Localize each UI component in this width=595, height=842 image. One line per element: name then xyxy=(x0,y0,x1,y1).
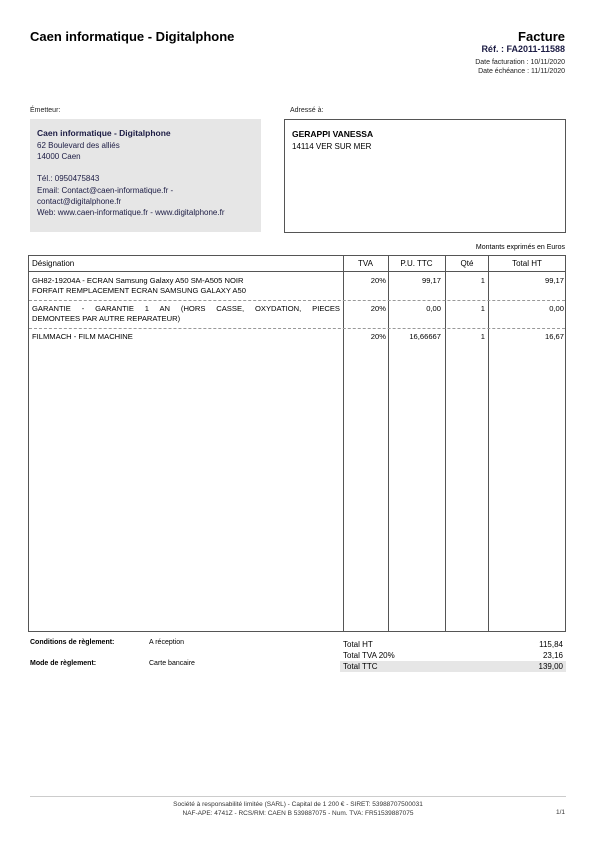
row-designation-line1: FILMMACH - FILM MACHINE xyxy=(32,332,133,341)
sender-email-line2: contact@digitalphone.fr xyxy=(37,196,122,206)
row-separator xyxy=(29,300,565,301)
recipient-label: Adressé à: xyxy=(290,107,324,114)
row-designation-line1: GARANTIE - GARANTIE 1 AN (HORS CASSE, OXYDATION, PIECES xyxy=(32,304,340,313)
sender-email-line1: Email: Contact@caen-informatique.fr - xyxy=(37,185,174,195)
footer-legal-line2: NAF-APE: 4741Z - RCS/RM: CAEN B 539887075 - Num. TVA: FR51539887075 xyxy=(182,810,414,817)
row-quantity: 1 xyxy=(480,304,485,313)
document-title: Facture xyxy=(518,29,565,44)
row-total-ht: 0,00 xyxy=(549,304,564,313)
header-quantity: Qté xyxy=(460,259,474,268)
row-separator xyxy=(29,328,565,329)
row-quantity: 1 xyxy=(480,332,485,341)
total-ttc-value: 139,00 xyxy=(538,662,563,671)
sender-web: Web: www.caen-informatique.fr - www.digitalphone.fr xyxy=(37,208,225,218)
row-designation-line2: FORFAIT REMPLACEMENT ECRAN SAMSUNG GALAXY A50 xyxy=(32,286,246,295)
total-tva-row xyxy=(340,650,566,661)
sender-spacer xyxy=(37,162,254,173)
invoice-dates xyxy=(475,58,565,76)
payment-mode-value: Carte bancaire xyxy=(149,660,195,667)
invoice-date: Date facturation : 10/11/2020 xyxy=(475,59,565,66)
footer-legal xyxy=(30,800,566,818)
total-ht-row xyxy=(340,639,566,650)
header-designation: Désignation xyxy=(32,259,75,268)
header-tva: TVA xyxy=(358,259,373,268)
row-tva: 20% xyxy=(370,304,386,313)
total-ht-label: Total HT xyxy=(343,640,373,649)
row-quantity: 1 xyxy=(480,276,485,285)
row-unit-price: 0,00 xyxy=(426,304,441,313)
total-tva-value: 23,16 xyxy=(542,651,563,660)
total-ttc-label: Total TTC xyxy=(343,662,378,671)
total-ttc-row xyxy=(340,661,566,672)
company-title: Caen informatique - Digitalphone xyxy=(30,29,235,44)
invoice-reference: Réf. : FA2011-11588 xyxy=(481,44,565,54)
sender-phone: Tél.: 0950475843 xyxy=(37,174,100,184)
row-total-ht: 99,17 xyxy=(544,276,564,285)
header-total-ht: Total HT xyxy=(512,259,542,268)
payment-conditions-label: Conditions de règlement: xyxy=(30,639,115,646)
row-designation xyxy=(32,304,340,324)
items-table xyxy=(28,255,566,632)
currency-note: Montants exprimés en Euros xyxy=(475,244,565,251)
total-tva-label: Total TVA 20% xyxy=(343,651,395,660)
recipient-box xyxy=(284,119,566,233)
totals-block xyxy=(340,639,566,672)
row-designation xyxy=(32,276,340,296)
sender-address-line1: 62 Boulevard des alliés xyxy=(37,141,120,150)
row-unit-price: 16,66667 xyxy=(409,332,441,341)
table-header-row xyxy=(29,256,565,272)
total-ht-value: 115,84 xyxy=(539,640,563,649)
footer-divider xyxy=(30,796,566,797)
sender-box xyxy=(30,119,261,232)
due-date: Date échéance : 11/11/2020 xyxy=(478,68,565,75)
header-unit-price: P.U. TTC xyxy=(400,259,433,268)
sender-label: Émetteur: xyxy=(30,107,61,114)
row-tva: 20% xyxy=(370,332,386,341)
row-unit-price: 99,17 xyxy=(421,276,441,285)
sender-address-line2: 14000 Caen xyxy=(37,152,81,162)
recipient-address: 14114 VER SUR MER xyxy=(292,142,372,151)
row-tva: 20% xyxy=(370,276,386,285)
recipient-name: GERAPPI VANESSA xyxy=(292,129,374,139)
row-total-ht: 16,67 xyxy=(544,332,564,341)
page-number: 1/1 xyxy=(555,809,565,816)
footer-legal-line1: Société à responsabilité limitée (SARL) - Capital de 1 200 € - SIRET: 53988707500031 xyxy=(173,801,423,808)
row-designation-line1: GH82-19204A - ECRAN Samsung Galaxy A50 SM-A505 NOIR xyxy=(32,276,244,285)
payment-mode-label: Mode de règlement: xyxy=(30,660,97,667)
row-designation xyxy=(32,332,340,342)
payment-conditions-value: A réception xyxy=(149,639,185,646)
row-designation-line2: DEMONTEES PAR AUTRE REPARATEUR) xyxy=(32,314,181,323)
sender-name: Caen informatique - Digitalphone xyxy=(37,128,171,138)
